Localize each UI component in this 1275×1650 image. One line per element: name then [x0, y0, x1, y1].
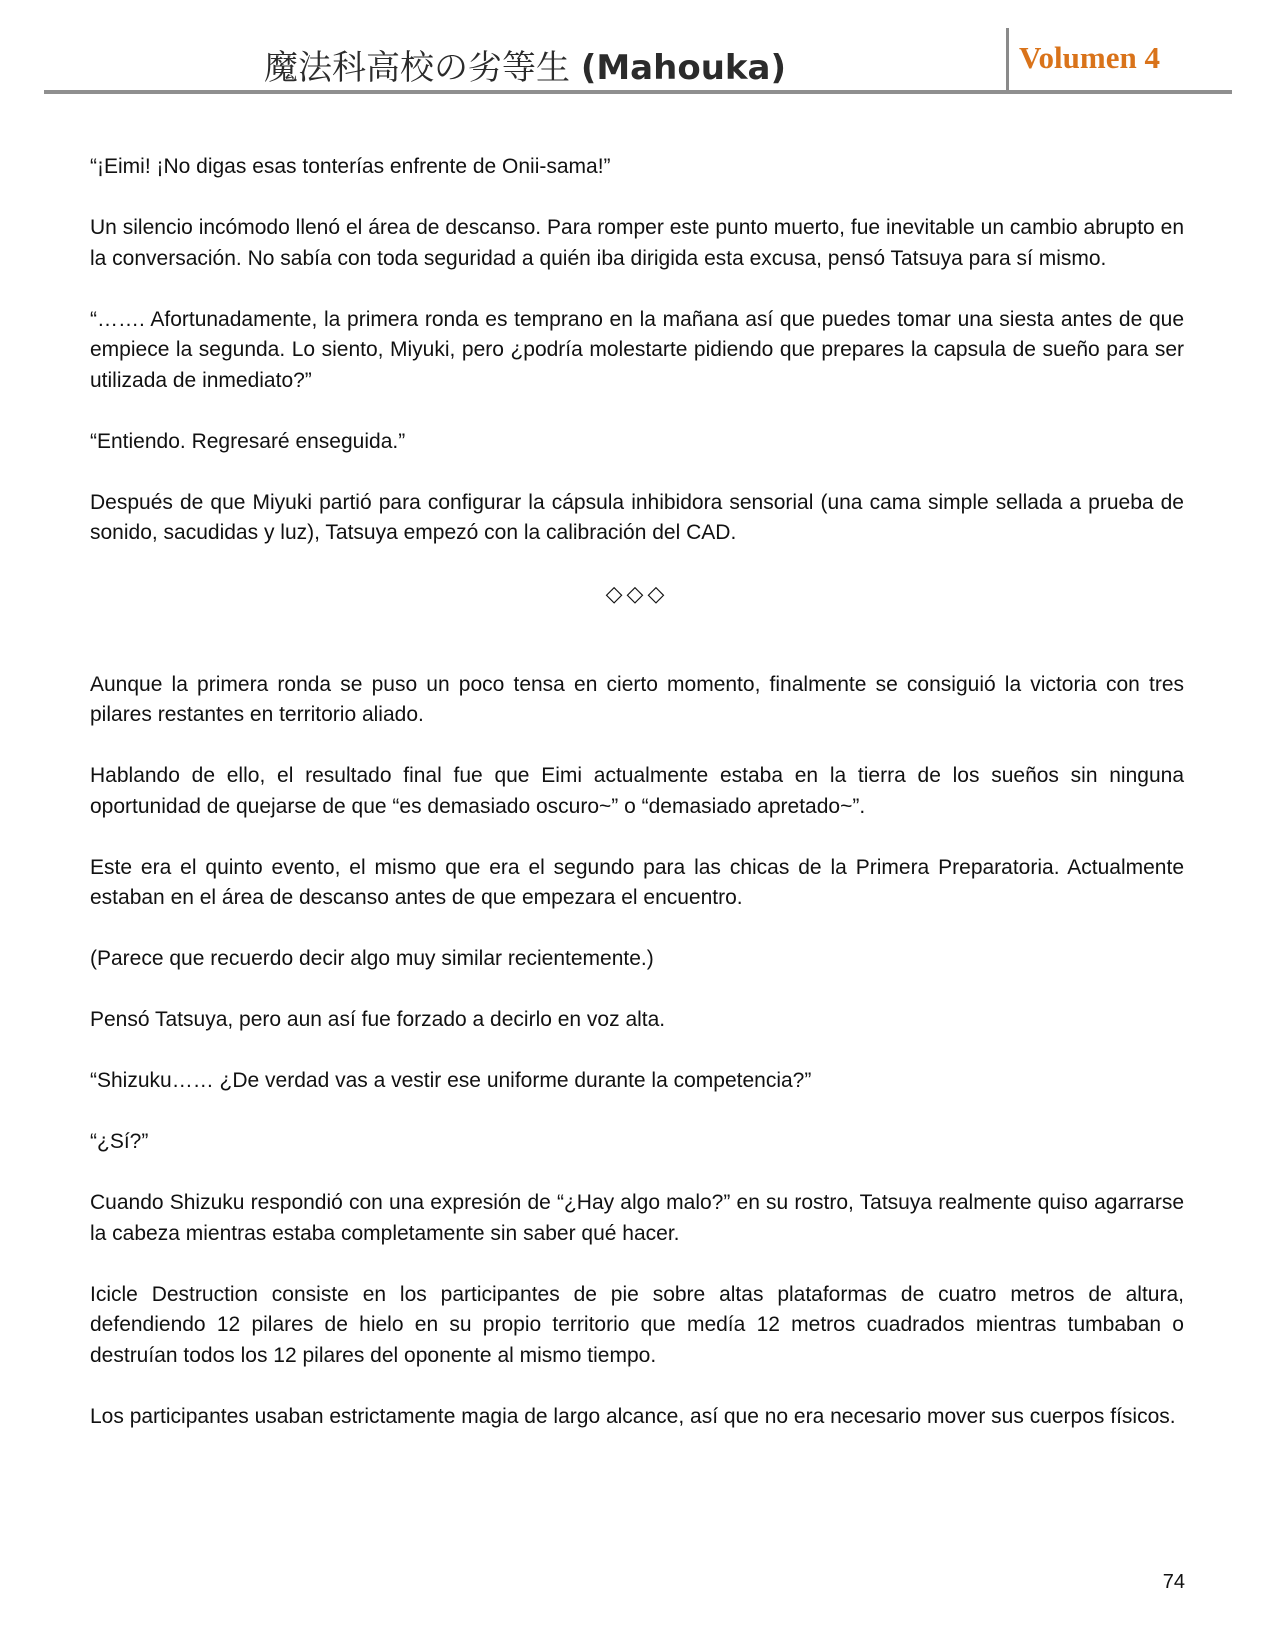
- paragraph: Un silencio incómodo llenó el área de descanso. Para romper este punto muerto, fue inevitable un cambio abrupto en la conversación. No sabía con toda seguridad a quién iba dirigida esta excusa, pensó Tatsuya para sí mismo.: [90, 216, 1184, 270]
- paragraph: “¿Sí?”: [90, 1130, 149, 1153]
- paragraph: “Entiendo. Regresaré enseguida.”: [90, 429, 406, 453]
- paragraph: Pensó Tatsuya, pero aun así fue forzado a decirlo en voz alta.: [90, 1008, 666, 1031]
- paragraph: “Shizuku…… ¿De verdad vas a vestir ese uniforme durante la competencia?”: [90, 1069, 812, 1092]
- header-divider: [1006, 28, 1009, 92]
- scene-separator: ◇◇◇: [605, 581, 669, 606]
- book-title: [44, 40, 1006, 89]
- page-header: [44, 28, 1232, 94]
- paragraph: Aunque la primera ronda se puso un poco tensa en cierto momento, finalmente se consiguió la victoria con tres pilares restantes en territorio aliado.: [90, 672, 1184, 726]
- volume-label: Volumen 4: [1019, 40, 1160, 75]
- paragraph: Cuando Shizuku respondió con una expresión de “¿Hay algo malo?” en su rostro, Tatsuya realmente quiso agarrarse la cabeza mientras estaba completamente sin saber qué hacer.: [90, 1191, 1184, 1245]
- paragraph: (Parece que recuerdo decir algo muy similar recientemente.): [90, 947, 654, 970]
- paragraph: Los participantes usaban estrictamente magia de largo alcance, así que no era necesario mover sus cuerpos físicos.: [90, 1404, 1176, 1428]
- paragraph: Este era el quinto evento, el mismo que era el segundo para las chicas de la Primera Preparatoria. Actualmente estaban en el área de descanso antes de que empezara el encuentro.: [90, 855, 1184, 909]
- title-japanese: 魔法科高校の劣等生: [264, 48, 570, 88]
- page-number: 74: [1162, 1571, 1185, 1593]
- header-rule: [44, 90, 1232, 94]
- paragraph: Icicle Destruction consiste en los participantes de pie sobre altas plataformas de cuatro metros de altura, defendiendo 12 pilares de hielo en su propio territorio que medía 12 metros cuadrados mientras tumbaban o destruían todos los 12 pilares del oponente al mismo tiempo.: [90, 1282, 1184, 1367]
- paragraph: “……. Afortunadamente, la primera ronda es temprano en la mañana así que puedes tomar una siesta antes de que empiece la segunda. Lo siento, Miyuki, pero ¿podría molestarte pidiendo que prepares la capsula de sueño para ser utilizada de inmediato?”: [90, 307, 1184, 392]
- title-suffix: (Mahouka): [580, 48, 786, 88]
- paragraph: Después de que Miyuki partió para configurar la cápsula inhibidora sensorial (una cama simple sellada a prueba de sonido, sacudidas y luz), Tatsuya empezó con la calibración del CAD.: [90, 490, 1184, 544]
- page-body: [90, 152, 1184, 1463]
- paragraph: Hablando de ello, el resultado final fue que Eimi actualmente estaba en la tierra de los sueños sin ninguna oportunidad de quejarse de que “es demasiado oscuro~” o “demasiado apretado~”.: [90, 764, 1184, 818]
- paragraph: “¡Eimi! ¡No digas esas tonterías enfrente de Onii-sama!”: [90, 155, 611, 178]
